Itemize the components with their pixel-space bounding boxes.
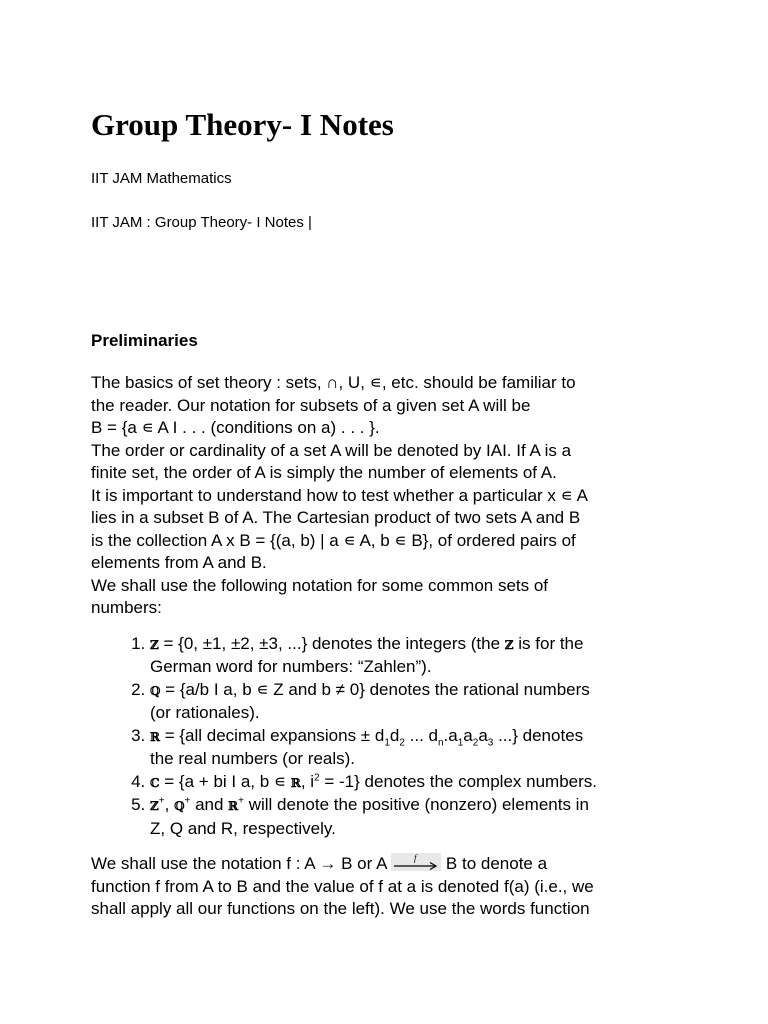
text-line: B to denote a xyxy=(441,854,548,873)
paragraph-function-notation xyxy=(91,853,681,921)
list-text: = -1} denotes the complex numbers. xyxy=(319,771,597,791)
list-text: and xyxy=(190,795,229,814)
text-line: The order or cardinality of a set A will be denoted by IAI. If A is a xyxy=(91,440,572,460)
mapping-arrow-icon xyxy=(391,853,441,871)
text-line: elements from A and B. xyxy=(91,553,267,572)
rationals-symbol: ℚ xyxy=(174,799,185,813)
superscript: + xyxy=(238,795,244,807)
list-text: = {a + bi I a, b ∊ xyxy=(159,771,291,791)
text-line: The basics of set theory : sets, ∩, U, ∊, etc. should be familiar to xyxy=(91,373,576,392)
list-text: .a xyxy=(443,725,458,745)
text-line: We shall use the notation f : A → B or A xyxy=(91,854,392,873)
subscript: 2 xyxy=(399,736,405,748)
text-line: is the collection A x B = {(a, b) | a ∊ A, b ∊ B}, of ordered pairs of xyxy=(91,530,576,550)
list-text: , xyxy=(164,795,175,814)
text-line: numbers: xyxy=(91,598,162,617)
list-text: = {all decimal expansions ± d xyxy=(159,725,385,745)
text-line: shall apply all our functions on the left). We use the words function xyxy=(91,899,590,918)
text-line: function f from A to B and the value of f at a is denoted f(a) (i.e., we xyxy=(91,876,594,896)
integers-symbol: ℤ xyxy=(504,637,514,652)
superscript: + xyxy=(158,795,165,807)
reals-symbol: ℝ xyxy=(150,729,160,744)
list-text: a xyxy=(463,725,473,745)
list-text: ...} denotes xyxy=(493,725,584,745)
reals-symbol: ℝ xyxy=(228,799,239,813)
text-line: We shall use the following notation for some common sets of xyxy=(91,575,549,595)
page-title: Group Theory- I Notes xyxy=(91,107,394,142)
list-text: ... d xyxy=(404,725,438,745)
number-sets-list xyxy=(91,633,681,841)
reals-symbol: ℝ xyxy=(290,775,301,790)
list-text: is for the xyxy=(513,633,584,653)
integers-symbol: ℤ xyxy=(150,637,159,652)
list-text: = {a/b I a, b ∊ Z and b ≠ 0} denotes the rational numbers xyxy=(160,679,590,699)
list-text: = {0, ±1, ±2, ±3, ...} denotes the integers (the xyxy=(158,633,505,653)
subscript: 2 xyxy=(472,736,479,748)
list-item xyxy=(150,725,681,771)
subscript: 1 xyxy=(457,736,464,748)
text-line: finite set, the order of A is simply the number of elements of A. xyxy=(91,463,557,482)
list-text: German word for numbers: “Zahlen”). xyxy=(150,657,432,676)
section-heading: Preliminaries xyxy=(91,331,198,350)
integers-symbol: ℤ xyxy=(150,799,159,813)
list-item xyxy=(150,679,681,725)
list-text: Z, Q and R, respectively. xyxy=(150,818,336,838)
subscript: 3 xyxy=(487,736,494,748)
list-item xyxy=(150,633,681,679)
arrow-label: f xyxy=(414,853,417,863)
list-text: , i xyxy=(300,771,315,791)
list-text: (or rationales). xyxy=(150,703,260,722)
paragraph-set-theory xyxy=(91,372,681,620)
list-item xyxy=(150,771,681,795)
list-item xyxy=(150,794,681,840)
list-text: a xyxy=(478,725,488,745)
subscript: n xyxy=(437,736,444,748)
list-text: will denote the positive (nonzero) elements in xyxy=(244,795,589,814)
body-text xyxy=(91,372,681,921)
superscript: + xyxy=(184,795,191,807)
breadcrumb: IIT JAM : Group Theory- I Notes | xyxy=(91,214,312,231)
text-line: the reader. Our notation for subsets of a given set A will be xyxy=(91,395,531,415)
rationals-symbol: ℚ xyxy=(150,683,161,698)
subject-label: IIT JAM Mathematics xyxy=(91,170,232,187)
text-line: lies in a subset B of A. The Cartesian product of two sets A and B xyxy=(91,508,581,527)
complex-symbol: ℂ xyxy=(150,775,160,790)
subscript: 1 xyxy=(384,736,390,748)
superscript: 2 xyxy=(314,771,320,783)
list-text: d xyxy=(389,725,400,745)
text-line: B = {a ∊ A I . . . (conditions on a) . . . }. xyxy=(91,418,380,437)
text-line: It is important to understand how to test whether a particular x ∊ A xyxy=(91,485,588,505)
list-text: the real numbers (or reals). xyxy=(150,749,356,768)
